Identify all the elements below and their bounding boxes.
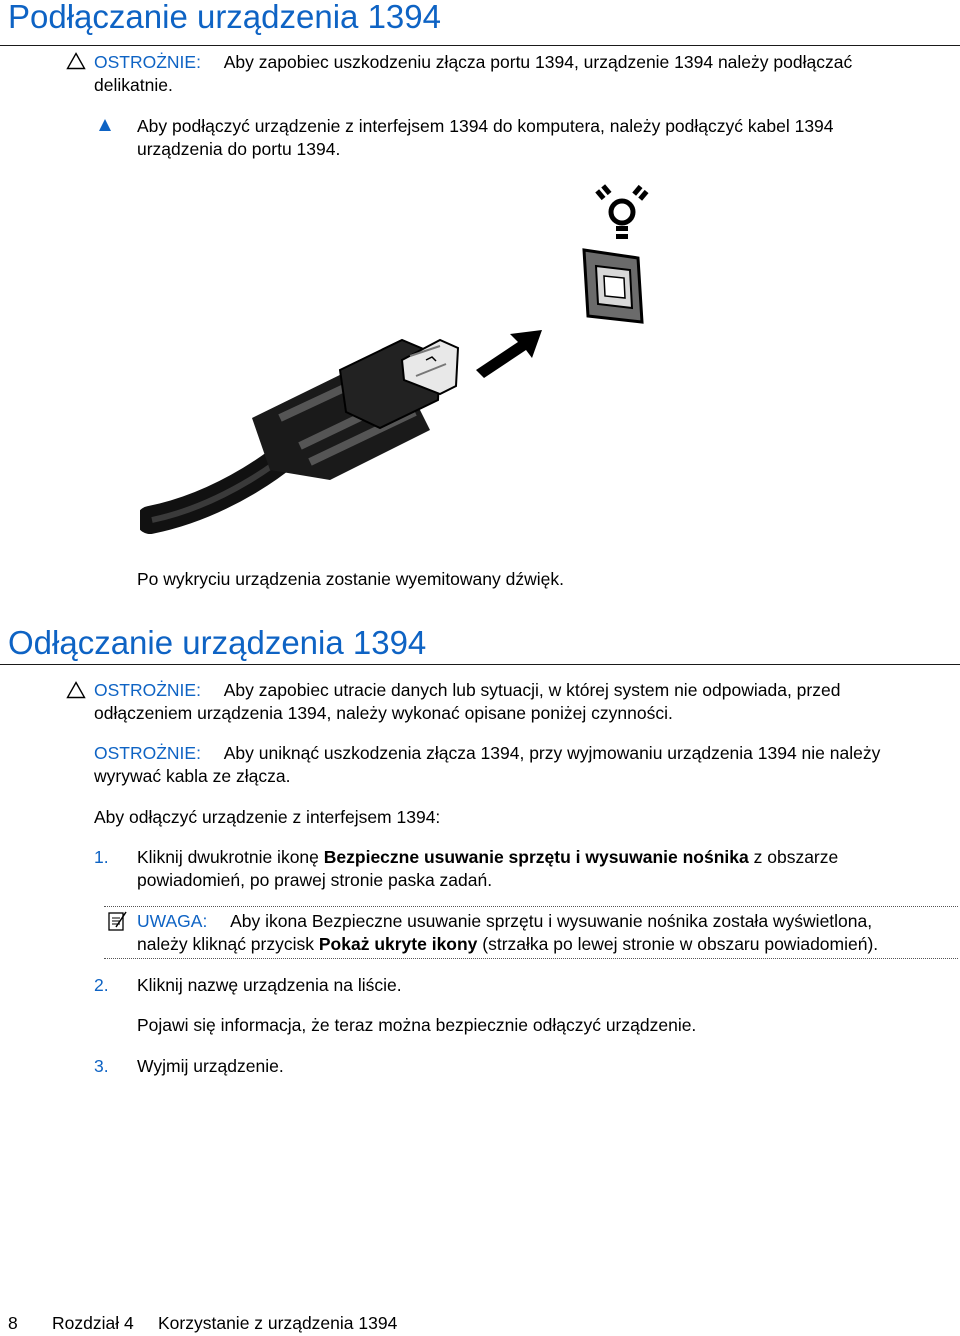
section1-title: Podłączanie urządzenia 1394 [8, 0, 441, 35]
caution-triangle-icon [66, 681, 86, 699]
bullet-triangle-icon [98, 118, 112, 132]
caution2-text: Aby uniknąć uszkodzenia złącza 1394, przy wyjmowaniu urządzenia 1394 nie należy [223, 743, 881, 763]
section2-rule [0, 664, 960, 665]
section1-rule [0, 45, 960, 46]
step3-text: Wyjmij urządzenie. [137, 1056, 284, 1076]
caution-block [94, 51, 852, 74]
chapter-label: Rozdział 4 [52, 1313, 134, 1333]
note-line1 [137, 910, 872, 933]
note-bottom-rule [104, 958, 958, 959]
step2-text: Kliknij nazwę urządzenia na liście. [137, 975, 402, 995]
info-text: Pojawi się informacja, że teraz można bezpiecznie odłączyć urządzenie. [137, 1015, 697, 1035]
step1-text: Kliknij dwukrotnie ikonę [137, 847, 324, 867]
caution1-text-cont: odłączeniem urządzenia 1394, należy wykonać opisane poniżej czynności. [94, 703, 673, 723]
chapter-title: Korzystanie z urządzenia 1394 [158, 1313, 398, 1333]
port-icon [584, 250, 642, 322]
note-label: UWAGA: [137, 911, 208, 931]
caution1-block [94, 679, 840, 702]
caution2-text-cont: wyrywać kabla ze złącza. [94, 766, 291, 786]
note-icon [107, 910, 127, 932]
page-number: 8 [8, 1313, 18, 1333]
caution1-text: Aby zapobiec utracie danych lub sytuacji, w której system nie odpowiada, przed [223, 680, 841, 700]
note-bold-text: Pokaż ukryte ikony [318, 934, 478, 954]
step-line2: urządzenia do portu 1394. [137, 139, 341, 159]
intro-text: Aby odłączyć urządzenie z interfejsem 1394: [94, 807, 441, 827]
insert-arrow-icon [476, 330, 542, 378]
caution-label: OSTROŻNIE: [94, 52, 201, 72]
firewire-cable-illustration [140, 180, 660, 550]
step1-text-post: z obszarze [748, 847, 839, 867]
caution2-block [94, 742, 880, 765]
note-text: Aby ikona Bezpieczne usuwanie sprzętu i wysuwanie nośnika została wyświetlona, [230, 911, 873, 931]
step1-line2: powiadomień, po prawej stronie paska zadań. [137, 870, 493, 890]
note-text-post: (strzałka po lewej stronie w obszaru powiadomień). [477, 934, 879, 954]
section2-title: Odłączanie urządzenia 1394 [8, 624, 427, 661]
caution2-label: OSTROŻNIE: [94, 743, 201, 763]
firewire-logo-icon [595, 184, 648, 239]
note-line2 [137, 933, 878, 956]
step-number: 3. [94, 1056, 109, 1076]
step-number: 1. [94, 847, 109, 867]
cable-plug-icon [150, 340, 458, 520]
caution-text: Aby zapobiec uszkodzeniu złącza portu 1394, urządzenie 1394 należy podłączać [223, 52, 853, 72]
caution1-label: OSTROŻNIE: [94, 680, 201, 700]
caution-triangle-icon [66, 52, 86, 70]
note-text-pre: należy kliknąć przycisk [137, 934, 319, 954]
step-number: 2. [94, 975, 109, 995]
step-line1: Aby podłączyć urządzenie z interfejsem 1394 do komputera, należy podłączyć kabel 1394 [137, 116, 834, 136]
after-image-text: Po wykryciu urządzenia zostanie wyemitowany dźwięk. [137, 569, 564, 589]
step1-bold-text: Bezpieczne usuwanie sprzętu i wysuwanie nośnika [323, 847, 749, 867]
caution-text-cont: delikatnie. [94, 75, 173, 95]
note-top-rule [104, 906, 958, 907]
step1-line1 [137, 846, 838, 869]
